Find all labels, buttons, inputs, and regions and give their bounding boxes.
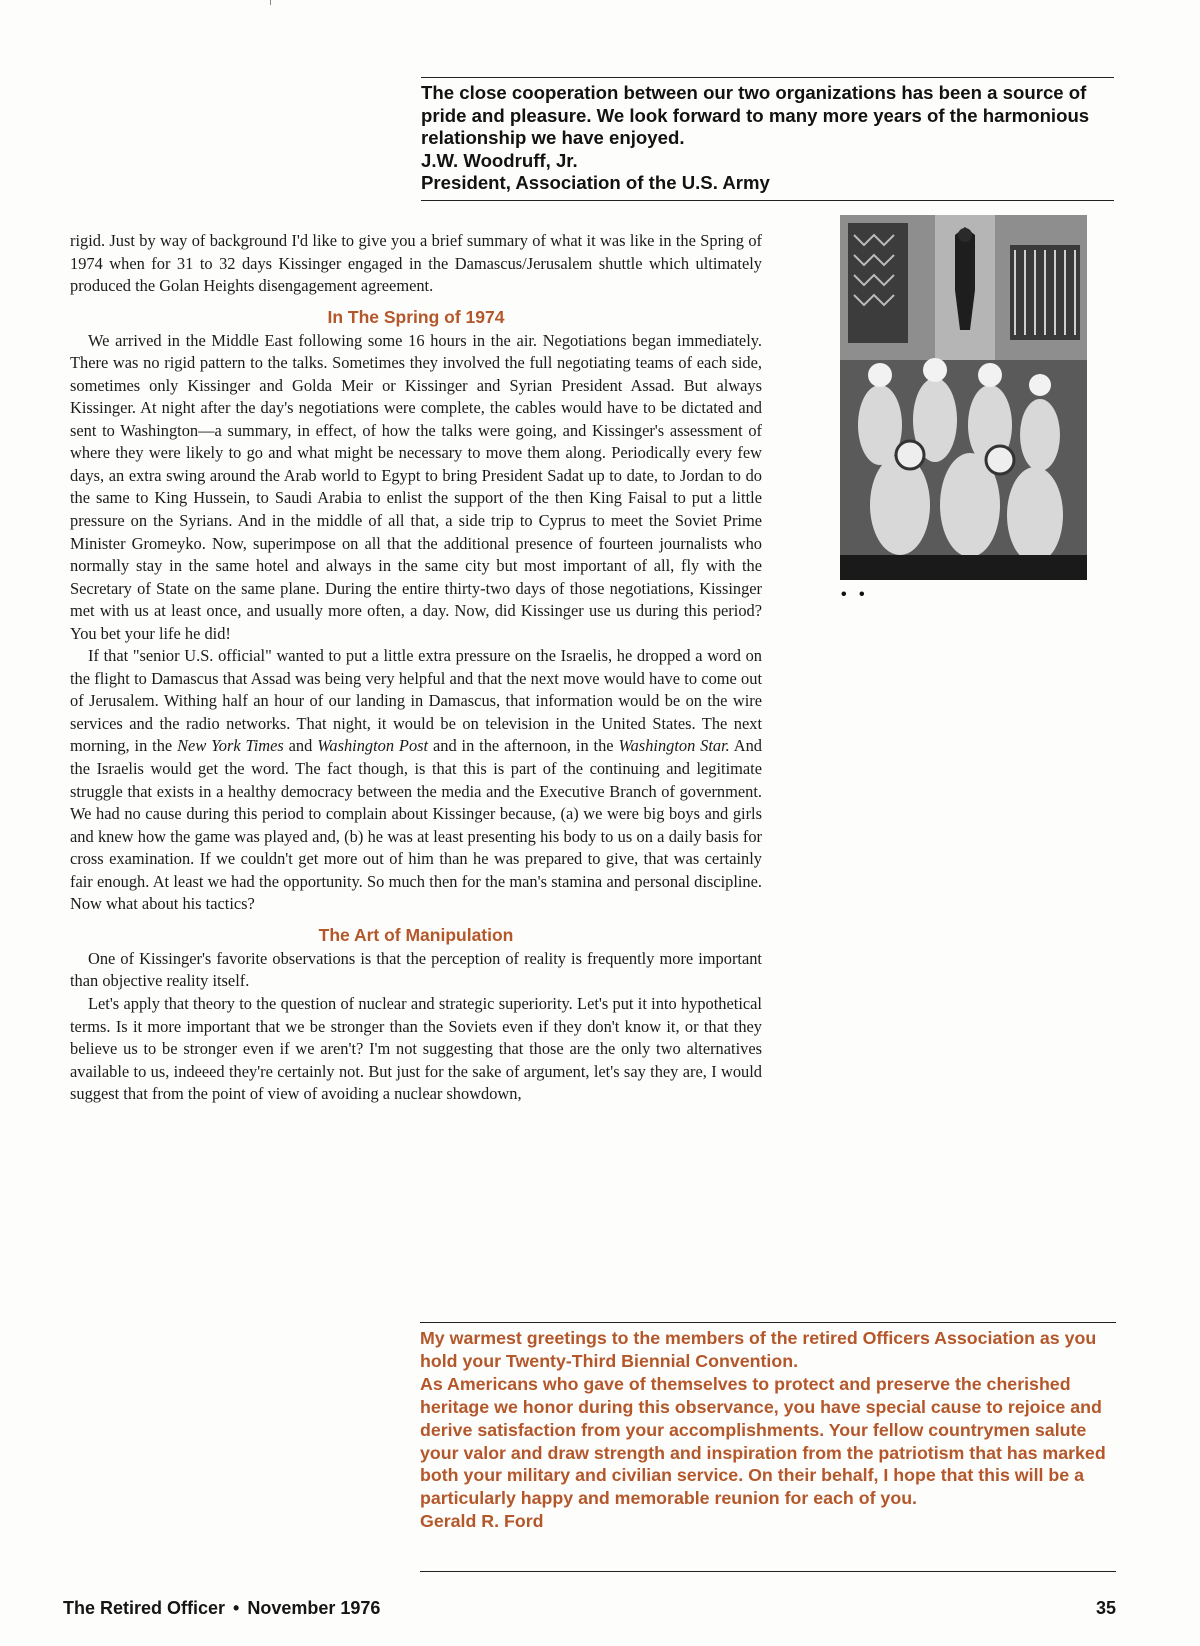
top-pull-quote — [421, 82, 1121, 195]
publication-name: Washington Star. — [618, 736, 730, 756]
publication-name: New York Times — [177, 736, 284, 756]
section-heading-art-of-manipulation: The Art of Manipulation — [318, 924, 514, 945]
bottom-pull-quote — [420, 1327, 1120, 1533]
top-quote-author-title: President, Association of the U.S. Army — [421, 172, 770, 193]
bottom-quote-body: As Americans who gave of themselves to protect and preserve the cherished heritage we honor during this observance, you have special cause to rejoice and derive satisfaction from your accomplishments. Your fellow countrymen salute your valor and draw strength and inspiration from the patriotism that has marked both your military and civilian service. On their behalf, I hope that this will be a particularly happy and memorable reunion for each of you. — [420, 1373, 1106, 1509]
bottom-quote-rule-lower — [420, 1571, 1116, 1572]
footer-date: November 1976 — [247, 1598, 381, 1618]
article-paragraph: Let's apply that theory to the question of nuclear and strategic superiority. Let's put it into hypothetical terms. Is it more important that we be stronger than the Soviets even if they don't know it, or that they believe us to be stronger even if we aren't? I'm not suggesting that those are the only two alternatives available to us, indeeed they're certainly not. But just for the sake of argument, let's say they are, I would suggest that from the point of view of avoiding a nuclear showdown, — [70, 993, 762, 1104]
page-number: 35 — [1095, 1598, 1116, 1618]
article-paragraph: One of Kissinger's favorite observations is that the perception of reality is frequently more important than objective reality itself. — [70, 948, 762, 991]
bottom-quote-author: Gerald R. Ford — [420, 1511, 544, 1532]
top-quote-text: The close cooperation between our two organizations has been a source of pride and pleasure. We look forward to many more years of the harmonious relationship we have enjoyed. — [421, 82, 1090, 148]
article-body — [70, 230, 762, 1106]
publication-name: Washington Post — [317, 736, 429, 756]
top-quote-author: J.W. Woodruff, Jr. — [421, 149, 578, 171]
crop-mark — [270, 0, 285, 5]
bottom-quote-greeting: My warmest greetings to the members of the retired Officers Association as you hold your Twenty-Third Biennial Convention. — [420, 1328, 1097, 1371]
article-paragraph-media: If that "senior U.S. official" wanted to put a little extra pressure on the Israelis, he dropped a word on the flight to Damascus that Assad was being very helpful and that the next move would have to come out of Jerusalem. Withing half an hour of our landing in Damascus, that information would be on the wire services and the radio networks. That night, it would be on television in the United States. The next morning, in the New York Times and Washington Post and in the afternoon, in the Washington Star. And the Israelis would get the word. The fact though, is that this is part of the continuing and legitimate struggle that exists in a healthy democracy between the media and the Executive Branch of government. We had no cause during this period to complain about Kissinger because, (a) we were big boys and girls and knew how the game was played and, (b) he was at least presenting his body to us on a daily basis for cross examination. If we couldn't get more out of him than he was prepared to give, that was certainly fair enough. At least we had the opportunity. So much then for the man's stamina and personal discipline. Now what about his tactics? — [70, 646, 762, 914]
top-quote-rule-upper — [421, 77, 1114, 78]
section-heading-spring-1974: In The Spring of 1974 — [327, 306, 505, 327]
top-quote-rule-lower — [421, 200, 1114, 201]
event-photo — [840, 215, 1087, 580]
footer-publication-line — [63, 1598, 380, 1619]
bottom-quote-rule-upper — [420, 1322, 1116, 1323]
article-intro-paragraph: rigid. Just by way of background I'd like to give you a brief summary of what it was like in the Spring of 1974 when for 31 to 32 days Kissinger engaged in the Damascus/Jerusalem shuttle which ultimately produced the Golan Heights disengagement agreement. — [70, 231, 762, 296]
page-footer — [63, 1598, 1116, 1624]
footer-publication: The Retired Officer — [63, 1598, 226, 1618]
footer-bullet: • — [233, 1598, 240, 1618]
photo-caption-dots: • • — [841, 586, 869, 603]
event-photo-image — [840, 215, 1087, 580]
article-paragraph: We arrived in the Middle East following some 16 hours in the air. Negotiations began immediately. There was no rigid pattern to the talks. Sometimes they involved the full negotiating teams of each side, sometimes only Kissinger and Golda Meir or Kissinger and Syrian President Assad. But always Kissinger. At night after the day's negotiations were complete, the cables would have to be dictated and sent to Washington—a summary, in effect, of how the talks were going, and Kissinger's assessment of where they were likely to go and what might be necessary to move them along. Periodically every few days, an extra swing around the Arab world to Egypt to bring President Sadat up to date, to Jordan to do the same to King Hussein, to Saudi Arabia to enlist the support of the then King Faisal to put a little pressure on the Syrians. And in the middle of all that, a side trip to Cyprus to meet the Soviet Prime Minister Gromeyko. Now, superimpose on all that the additional presence of fourteen journalists who normally stay in the same hotel and always in the same city but most important of all, fly with the Secretary of State on the same plane. During the entire thirty-two days of those negotiations, Kissinger met with us at least once, and usually more often, a day. Now, did Kissinger use us during this period? You bet your life he did! — [70, 330, 762, 643]
